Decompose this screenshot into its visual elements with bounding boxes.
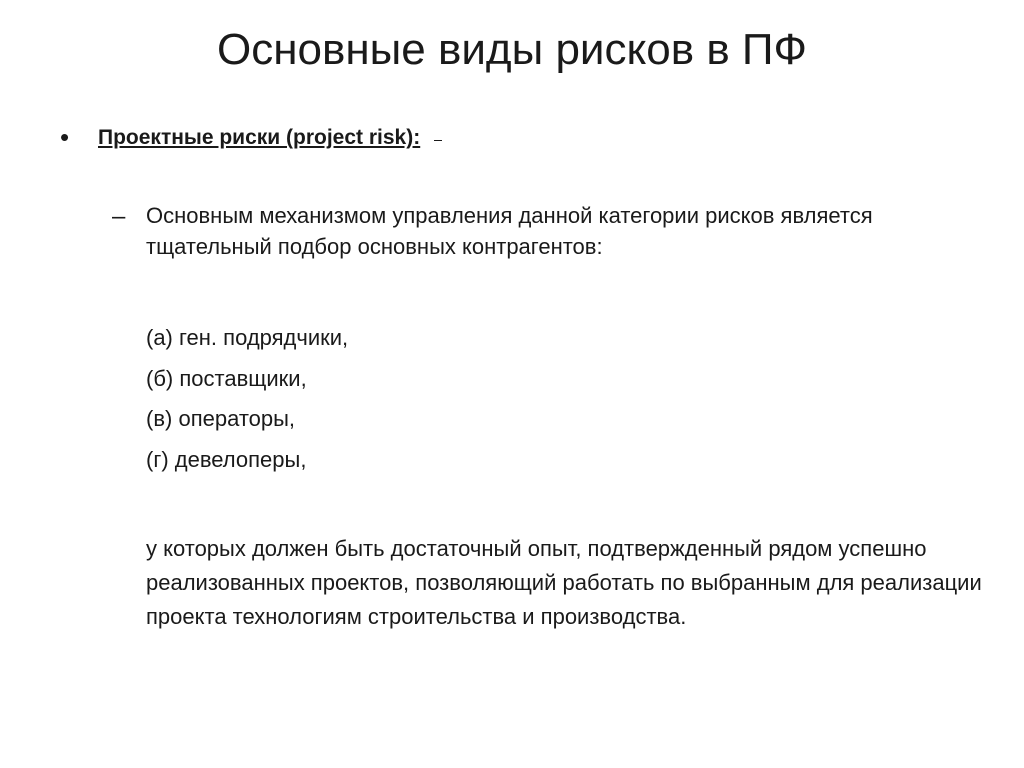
contractor-list — [146, 318, 348, 480]
dash-marker: – — [112, 203, 126, 230]
bullet-project-risk — [60, 120, 442, 160]
sub-bullet — [112, 200, 972, 262]
underline-mark — [434, 120, 442, 141]
list-item: (б) поставщики, — [146, 365, 307, 391]
slide-title: Основные виды рисков в ПФ — [216, 25, 807, 74]
closing-paragraph: у которых должен быть достаточный опыт, подтвержденный рядом успешно реализованных проектов, позволяющий работать по выбранным для реализации проекта технологиям строительства и производства. — [146, 536, 982, 629]
bullet-heading: Проектные риски (project risk): — [98, 126, 421, 149]
list-item: (г) девелоперы, — [146, 446, 307, 472]
sub-bullet-text: Основным механизмом управления данной категории рисков является тщательный подбор основных контрагентов: — [146, 203, 873, 259]
list-item: (а) ген. подрядчики, — [146, 325, 349, 350]
list-item: (в) операторы, — [146, 406, 296, 431]
bullet-dot-icon: • — [60, 122, 70, 152]
